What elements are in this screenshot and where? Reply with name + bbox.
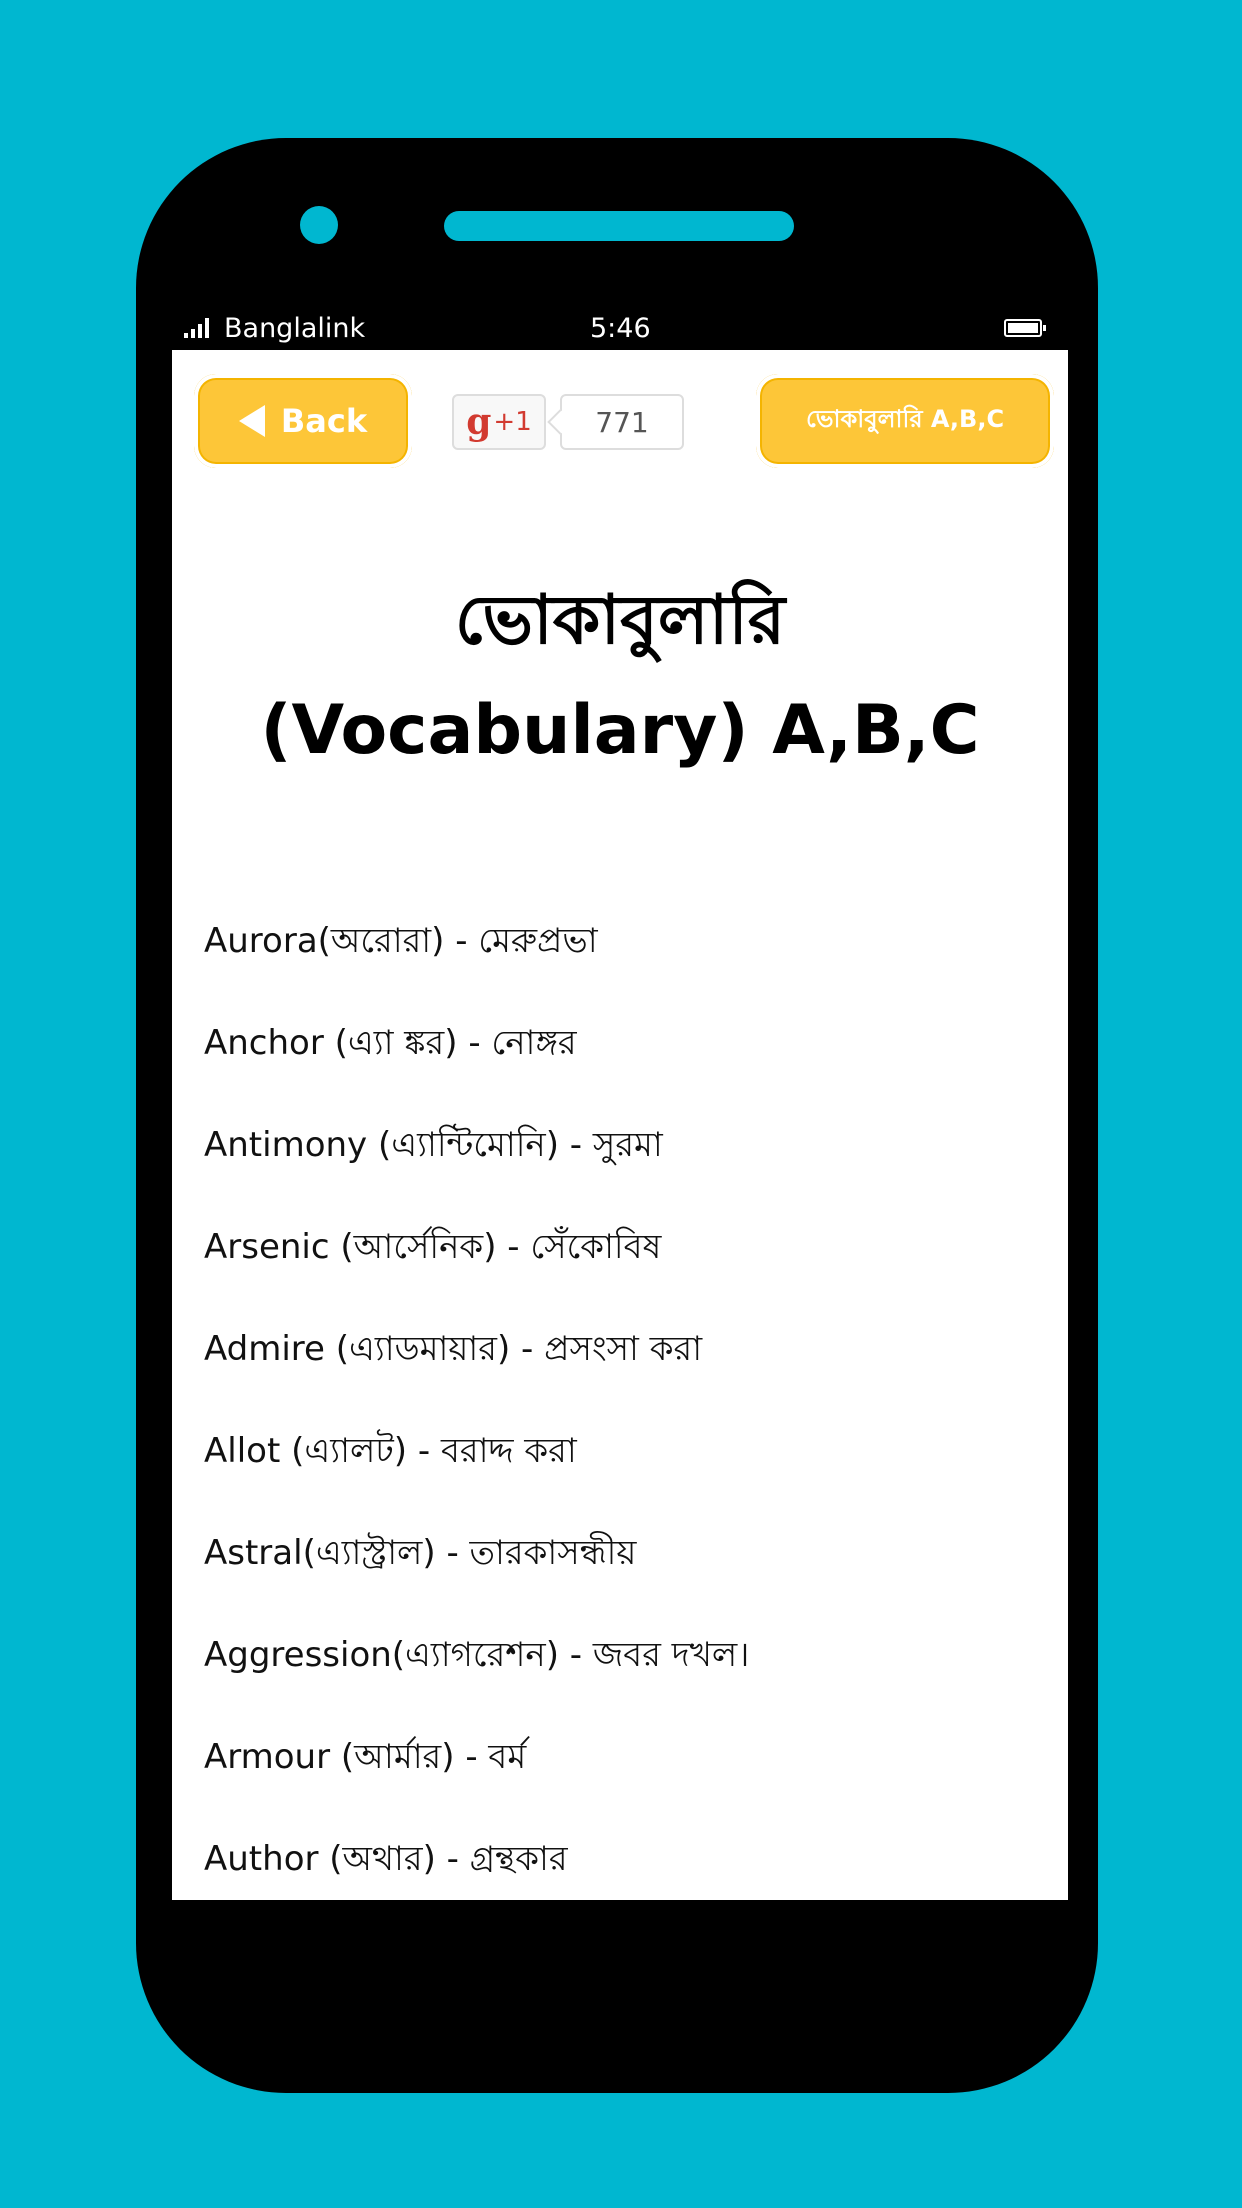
status-bar — [172, 304, 1060, 350]
status-time: 5:46 — [590, 313, 651, 344]
app-screen — [172, 350, 1068, 1900]
list-item: Author (অথার) - গ্রন্থকার — [204, 1839, 568, 1879]
list-item: Allot (এ্যালট) - বরাদ্দ করা — [204, 1431, 577, 1471]
toolbar — [172, 350, 1068, 500]
battery-icon — [1004, 319, 1042, 337]
back-arrow-icon — [239, 405, 265, 437]
list-item: Aurora(অরোরা) - মেরুপ্রভা — [204, 921, 598, 961]
list-item: Antimony (এ্যান্টিমোনি) - সুরমা — [204, 1125, 663, 1165]
carrier-name: Banglalink — [224, 313, 366, 344]
topic-button[interactable]: ভোকাবুলারি A,B,C — [756, 374, 1054, 468]
list-item: Astral(এ্যাস্ট্রাল) - তারকাসন্ধীয় — [204, 1533, 637, 1573]
signal-icon — [184, 318, 209, 338]
page-title-line-1: ভোকাবুলারি — [454, 581, 786, 660]
plus-one-label: +1 — [493, 407, 532, 437]
page-title — [172, 566, 1068, 786]
list-item: Anchor (এ্যা ঙ্কর) - নোঙ্গর — [204, 1023, 577, 1063]
google-plus-one-button[interactable] — [452, 394, 546, 450]
plus-one-count: 771 — [560, 394, 684, 450]
page-title-line-2: (Vocabulary) A,B,C — [260, 691, 980, 770]
google-plus-icon: g — [466, 401, 492, 443]
speaker-grille — [444, 211, 794, 241]
camera-icon — [300, 206, 338, 244]
list-item: Admire (এ্যাডমায়ার) - প্রসংসা করা — [204, 1329, 703, 1369]
list-item: Armour (আর্মার) - বর্ম — [204, 1737, 527, 1777]
list-item: Aggression(এ্যাগরেশন) - জবর দখল। — [204, 1635, 750, 1675]
vocab-list — [204, 890, 1044, 1900]
back-button[interactable] — [194, 374, 412, 468]
back-button-label: Back — [280, 402, 368, 440]
list-item: Arsenic (আর্সেনিক) - সেঁকোবিষ — [204, 1227, 662, 1267]
